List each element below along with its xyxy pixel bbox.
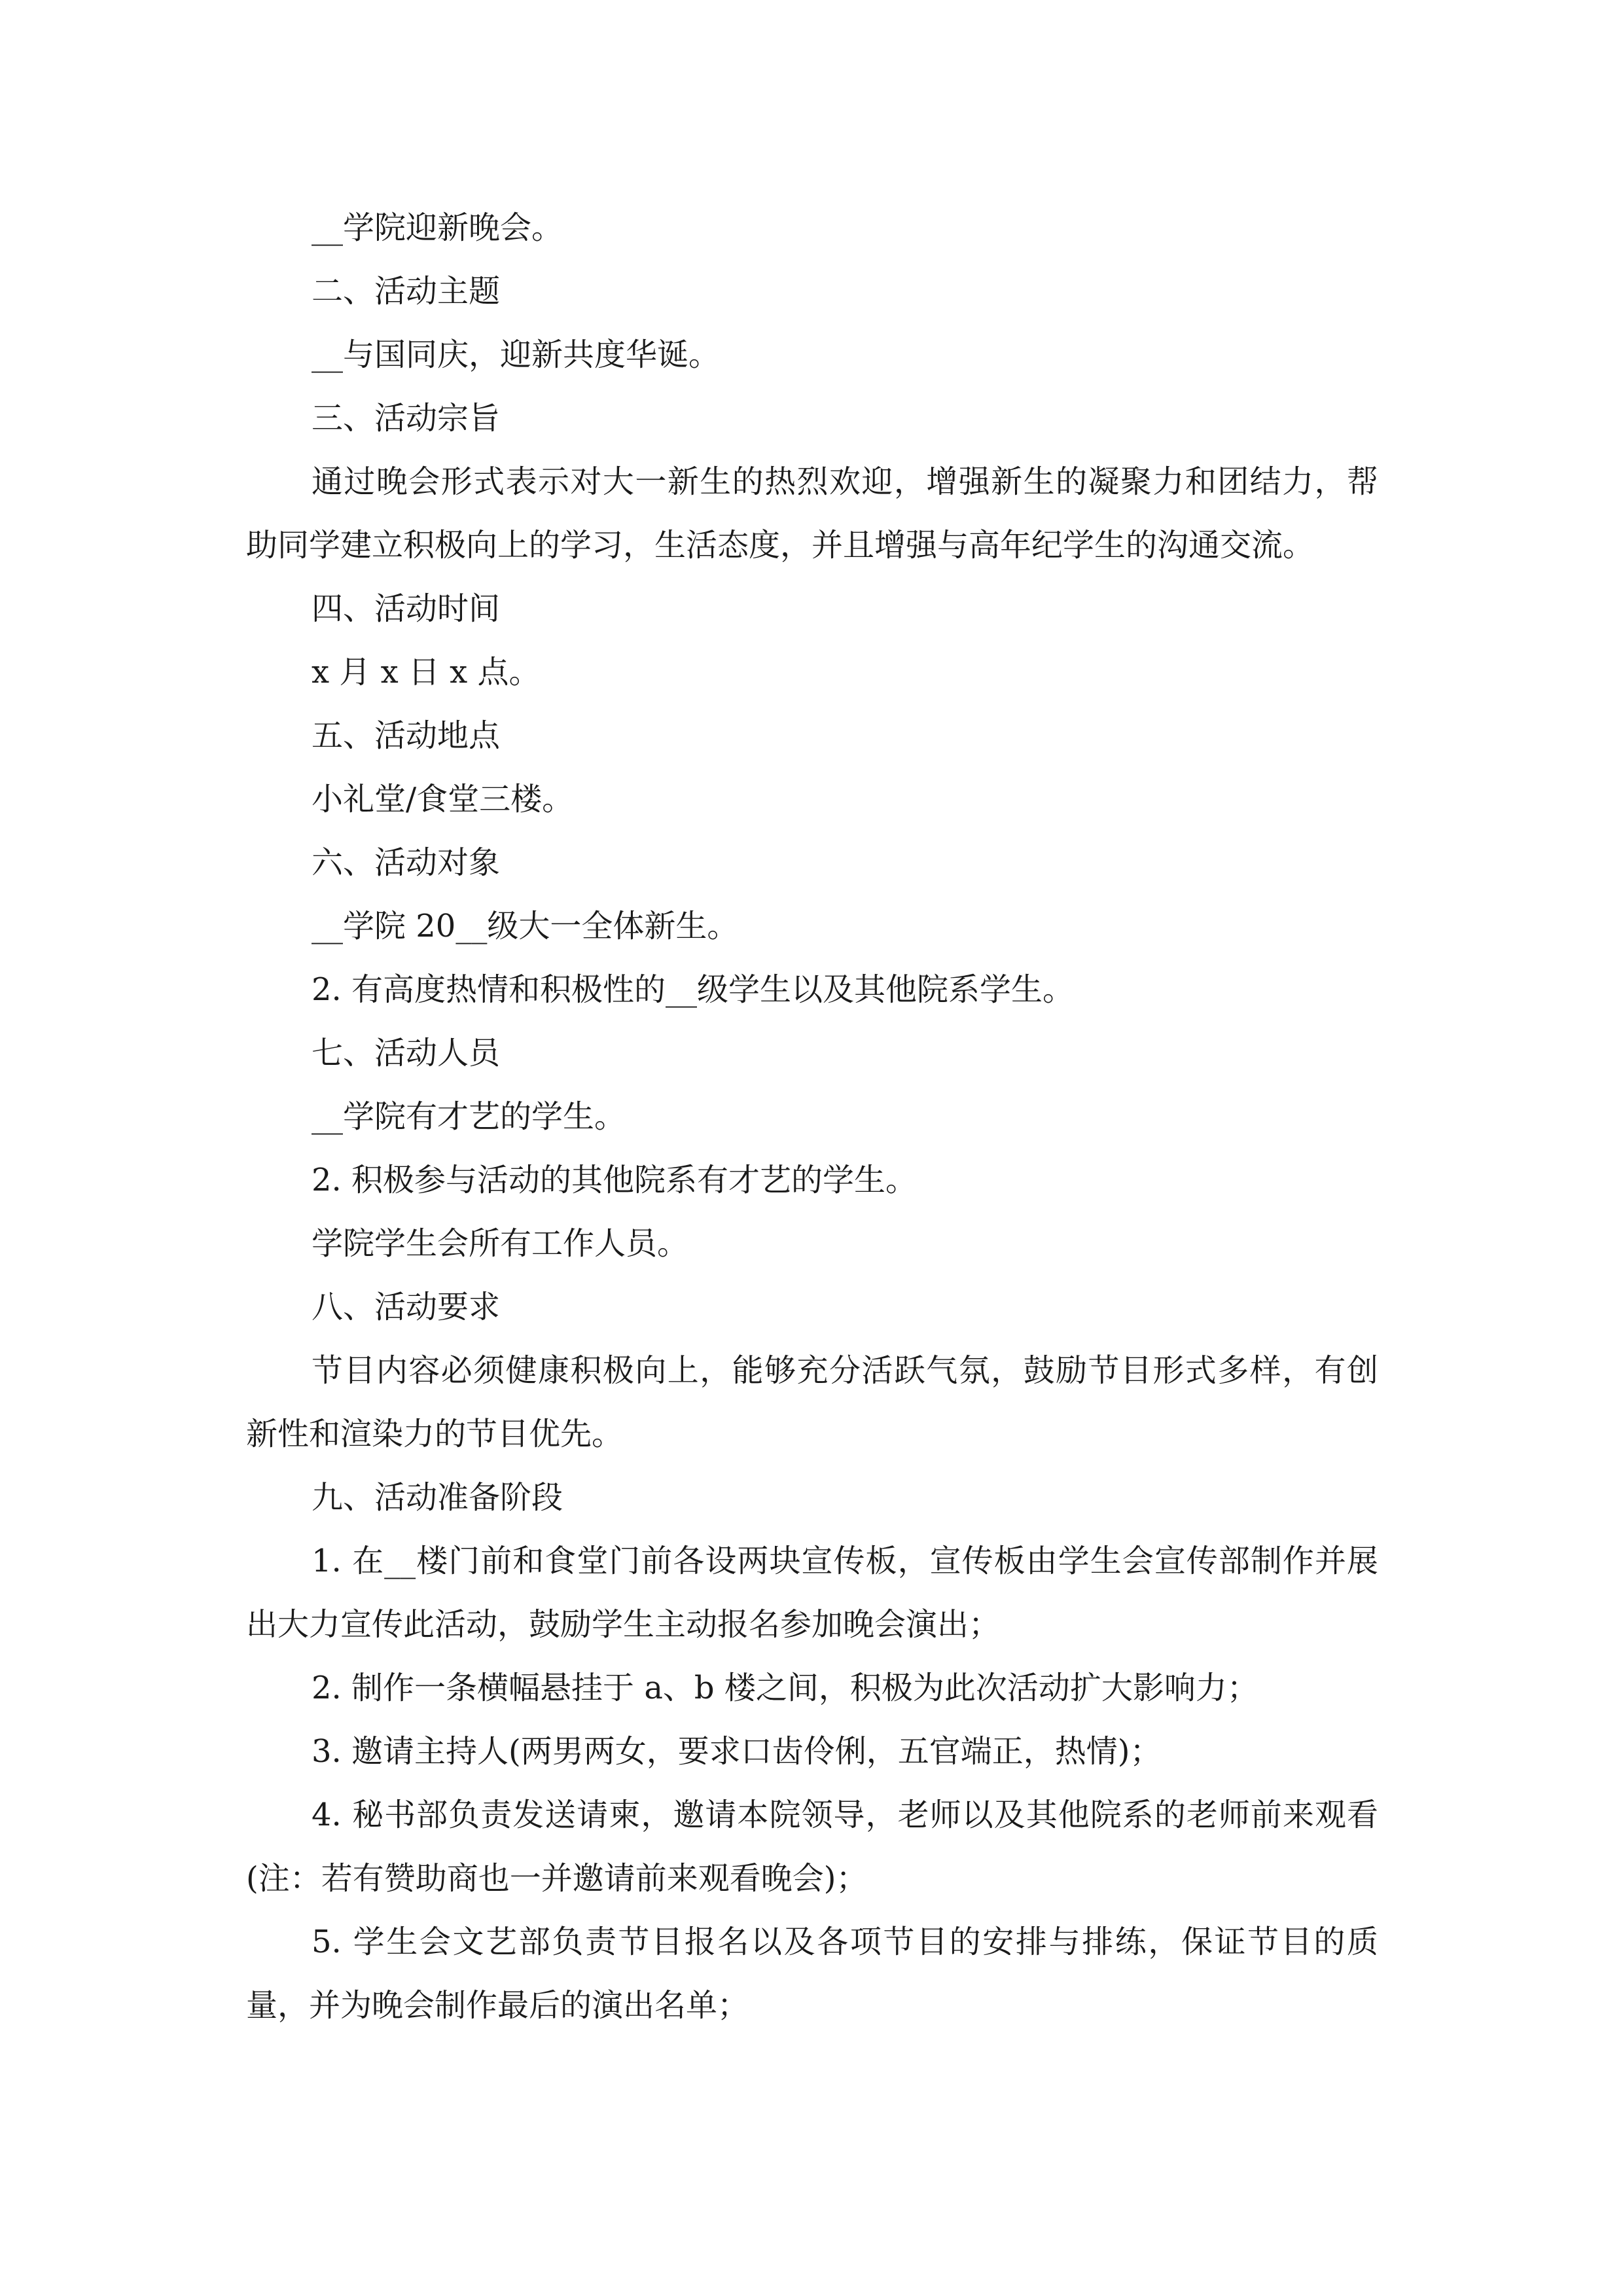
paragraph-preparation-item-5: 5. 学生会文艺部负责节目报名以及各项节目的安排与排练，保证节目的质量，并为晚会制作最后的演出名单； bbox=[246, 1924, 1378, 2024]
heading-activity-staff: 七、活动人员 bbox=[312, 1035, 501, 1071]
heading-activity-requirements: 八、活动要求 bbox=[312, 1289, 501, 1325]
paragraph-college-welcome-party: __学院迎新晚会。 bbox=[312, 209, 563, 246]
heading-activity-theme: 二、活动主题 bbox=[312, 273, 501, 310]
paragraph-purpose-text: 通过晚会形式表示对大一新生的热烈欢迎，增强新生的凝聚力和团结力，帮助同学建立积极向上的学习，生活态度，并且增强与高年纪学生的沟通交流。 bbox=[246, 463, 1378, 564]
paragraph-time-text: x 月 x 日 x 点。 bbox=[312, 654, 541, 691]
heading-preparation-stage: 九、活动准备阶段 bbox=[312, 1479, 563, 1516]
paragraph-staff-item-1: __学院有才艺的学生。 bbox=[312, 1098, 626, 1135]
heading-activity-location: 五、活动地点 bbox=[312, 717, 501, 754]
paragraph-staff-item-2: 2. 积极参与活动的其他院系有才艺的学生。 bbox=[312, 1162, 918, 1198]
paragraph-requirements-text: 节目内容必须健康积极向上，能够充分活跃气氛，鼓励节目形式多样，有创新性和渲染力的节目优先。 bbox=[246, 1352, 1378, 1452]
paragraph-preparation-item-4: 4. 秘书部负责发送请柬，邀请本院领导，老师以及其他院系的老师前来观看(注：若有赞助商也一并邀请前来观看晚会)； bbox=[246, 1797, 1378, 1897]
paragraph-preparation-item-1: 1. 在__楼门前和食堂门前各设两块宣传板，宣传板由学生会宣传部制作并展出大力宣传此活动，鼓励学生主动报名参加晚会演出； bbox=[246, 1543, 1378, 1643]
heading-activity-audience: 六、活动对象 bbox=[312, 844, 501, 881]
paragraph-theme-text: __与国同庆，迎新共度华诞。 bbox=[312, 336, 721, 373]
paragraph-preparation-item-3: 3. 邀请主持人(两男两女，要求口齿伶俐，五官端正，热情)； bbox=[312, 1733, 1162, 1770]
paragraph-location-text: 小礼堂/食堂三楼。 bbox=[312, 781, 574, 817]
paragraph-audience-item-2: 2. 有高度热情和积极性的__级学生以及其他院系学生。 bbox=[312, 971, 1075, 1008]
paragraph-preparation-item-2: 2. 制作一条横幅悬挂于 a、b 楼之间，积极为此次活动扩大影响力； bbox=[312, 1670, 1258, 1706]
heading-activity-time: 四、活动时间 bbox=[312, 590, 501, 627]
document-body bbox=[246, 196, 1378, 2037]
paragraph-staff-item-3: 学院学生会所有工作人员。 bbox=[312, 1225, 689, 1262]
paragraph-audience-item-1: __学院 20__级大一全体新生。 bbox=[312, 908, 739, 944]
heading-activity-purpose: 三、活动宗旨 bbox=[312, 400, 501, 437]
